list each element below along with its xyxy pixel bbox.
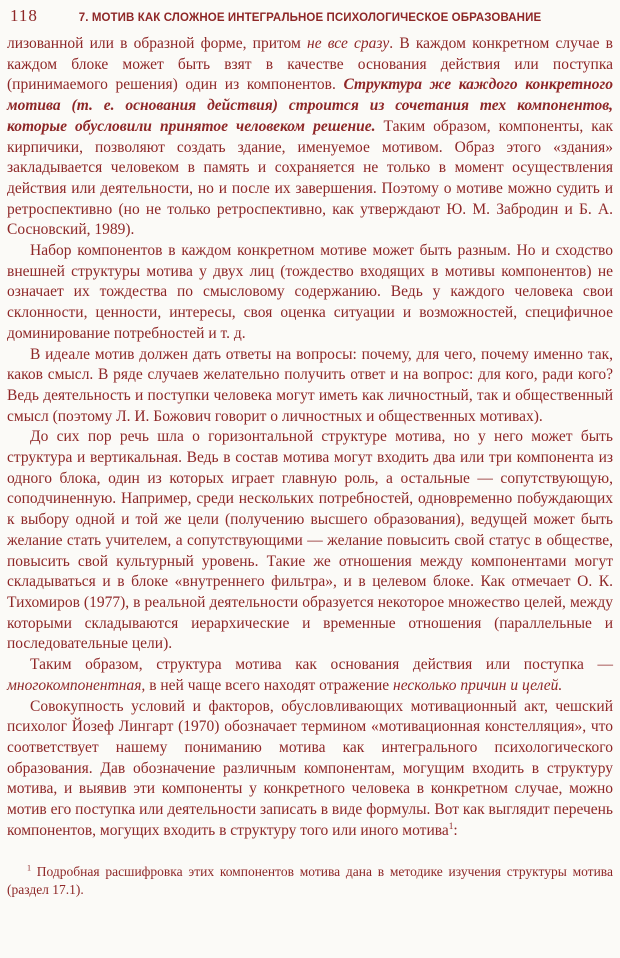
footnote-text — [7, 863, 613, 898]
text-run: В идеале мотив должен дать ответы на вопросы: почему, для чего, почему именно так, каков смысл. В ряде случаев желательно получить ответ и на вопрос: для кого, ради кого? Ведь деятельность и поступки человека могут иметь как личностный, так и общественный смысл (поэтому Л. И. Божович говорит о личностных и общественных мотивах). — [7, 345, 613, 425]
paragraph — [7, 697, 613, 842]
text-run: . В каждом конкретном случае в каждом блоке может быть взят в качестве основания действия или поступка (принимаемого решения) один из компонентов. — [7, 35, 613, 94]
text-run: Структура же каждого конкретного мотива (т. е. основания действия) строится из сочетания тех компонентов, которые обусловили принятое человеком решение. — [7, 76, 614, 135]
text-run: : — [453, 821, 458, 839]
paragraph — [7, 241, 613, 345]
text-run: лизованной или в образной форме, притом — [7, 35, 308, 52]
paragraph — [7, 655, 613, 696]
paragraph — [7, 427, 613, 655]
footnote-reference: 1 — [448, 821, 454, 832]
text-run: несколько причин и целей. — [393, 676, 563, 694]
text-run: Совокупность условий и факторов, обусловливающих мотивационный акт, чешский психолог Йозеф Лингарт (1970) обозначает термином «мотивационная констелляция», что соответствует нашему пониманию мотива как интегрального психологического образования. Дав обозначение различным компонентам, могущим входить в структуру мотива, и выявив эти компоненты у конкретного человека в конкретном случае, можно мотив его поступка или деятельности записать в виде формулы. Вот как выглядит перечень компонентов, могущих входить в структуру того или иного мотива — [7, 697, 613, 839]
text-run: До сих пор речь шла о горизонтальной структуре мотива, но у него может быть структура и вертикальная. Ведь в состав мотива могут входить два или три компонента из одного блока, один из которых играет главную роль, а остальные — сопутствующую, соподчиненную. Например, среди нескольких потребностей, одновременно побуждающих к выбору одной и той же цели (получению высшего образования), ведущей может быть желание стать учителем, а сопутствующими — желание повысить свой статус в обществе, повысить свой культурный уровень. Такие же отношения между компонентами могут складываться и в блоке «внутреннего фильтра», и в целевом блоке. Как отмечает О. К. Тихомиров (1977), в реальной деятельности образуется некоторое множество целей, между которыми складываются иерархические и временные отношения (параллельные и последовательные цели). — [7, 428, 613, 653]
running-title: 7. МОТИВ КАК СЛОЖНОЕ ИНТЕГРАЛЬНОЕ ПСИХОЛОГИЧЕСКОЕ ОБРАЗОВАНИЕ — [78, 12, 542, 24]
page-header — [7, 6, 613, 30]
footnote-reference: 1 — [27, 863, 32, 873]
text-run: Подробная расшифровка этих компонентов мотива дана в методике изучения структуры мотива (раздел 17.1). — [7, 864, 613, 897]
text-run: в ней чаще всего находят отражение — [145, 676, 394, 694]
text-run: многокомпонентная, — [7, 676, 146, 694]
body-text — [7, 34, 613, 841]
text-run: Таким образом, компоненты, как кирпичики, позволяют создать здание, именуемое мотивом. Образ этого «здания» закладывается человеком в память и сохраняется не только в момент осуществления действия или деятельности, но и после их завершения. Поэтому о мотиве можно судить и ретроспективно (но не только ретроспективно, как утверждают Ю. М. Забродин и Б. А. Сосновский, 1989). — [7, 117, 613, 239]
paragraph — [7, 34, 613, 241]
text-run: не все сразу — [307, 35, 390, 52]
page-number: 118 — [10, 6, 38, 25]
text-run: Таким образом, структура мотива как основания действия или поступка — — [30, 656, 613, 674]
text-run: Набор компонентов в каждом конкретном мотиве может быть разным. Но и сходство внешней структуры мотива у двух лиц (тождество входящих в мотивы компонентов) не означает их тождества по смысловому содержанию. Ведь у каждого человека свои склонности, ценности, интересы, своя оценка ситуации и возможностей, специфичное доминирование потребностей и т. д. — [7, 242, 613, 342]
paragraph — [7, 345, 613, 428]
